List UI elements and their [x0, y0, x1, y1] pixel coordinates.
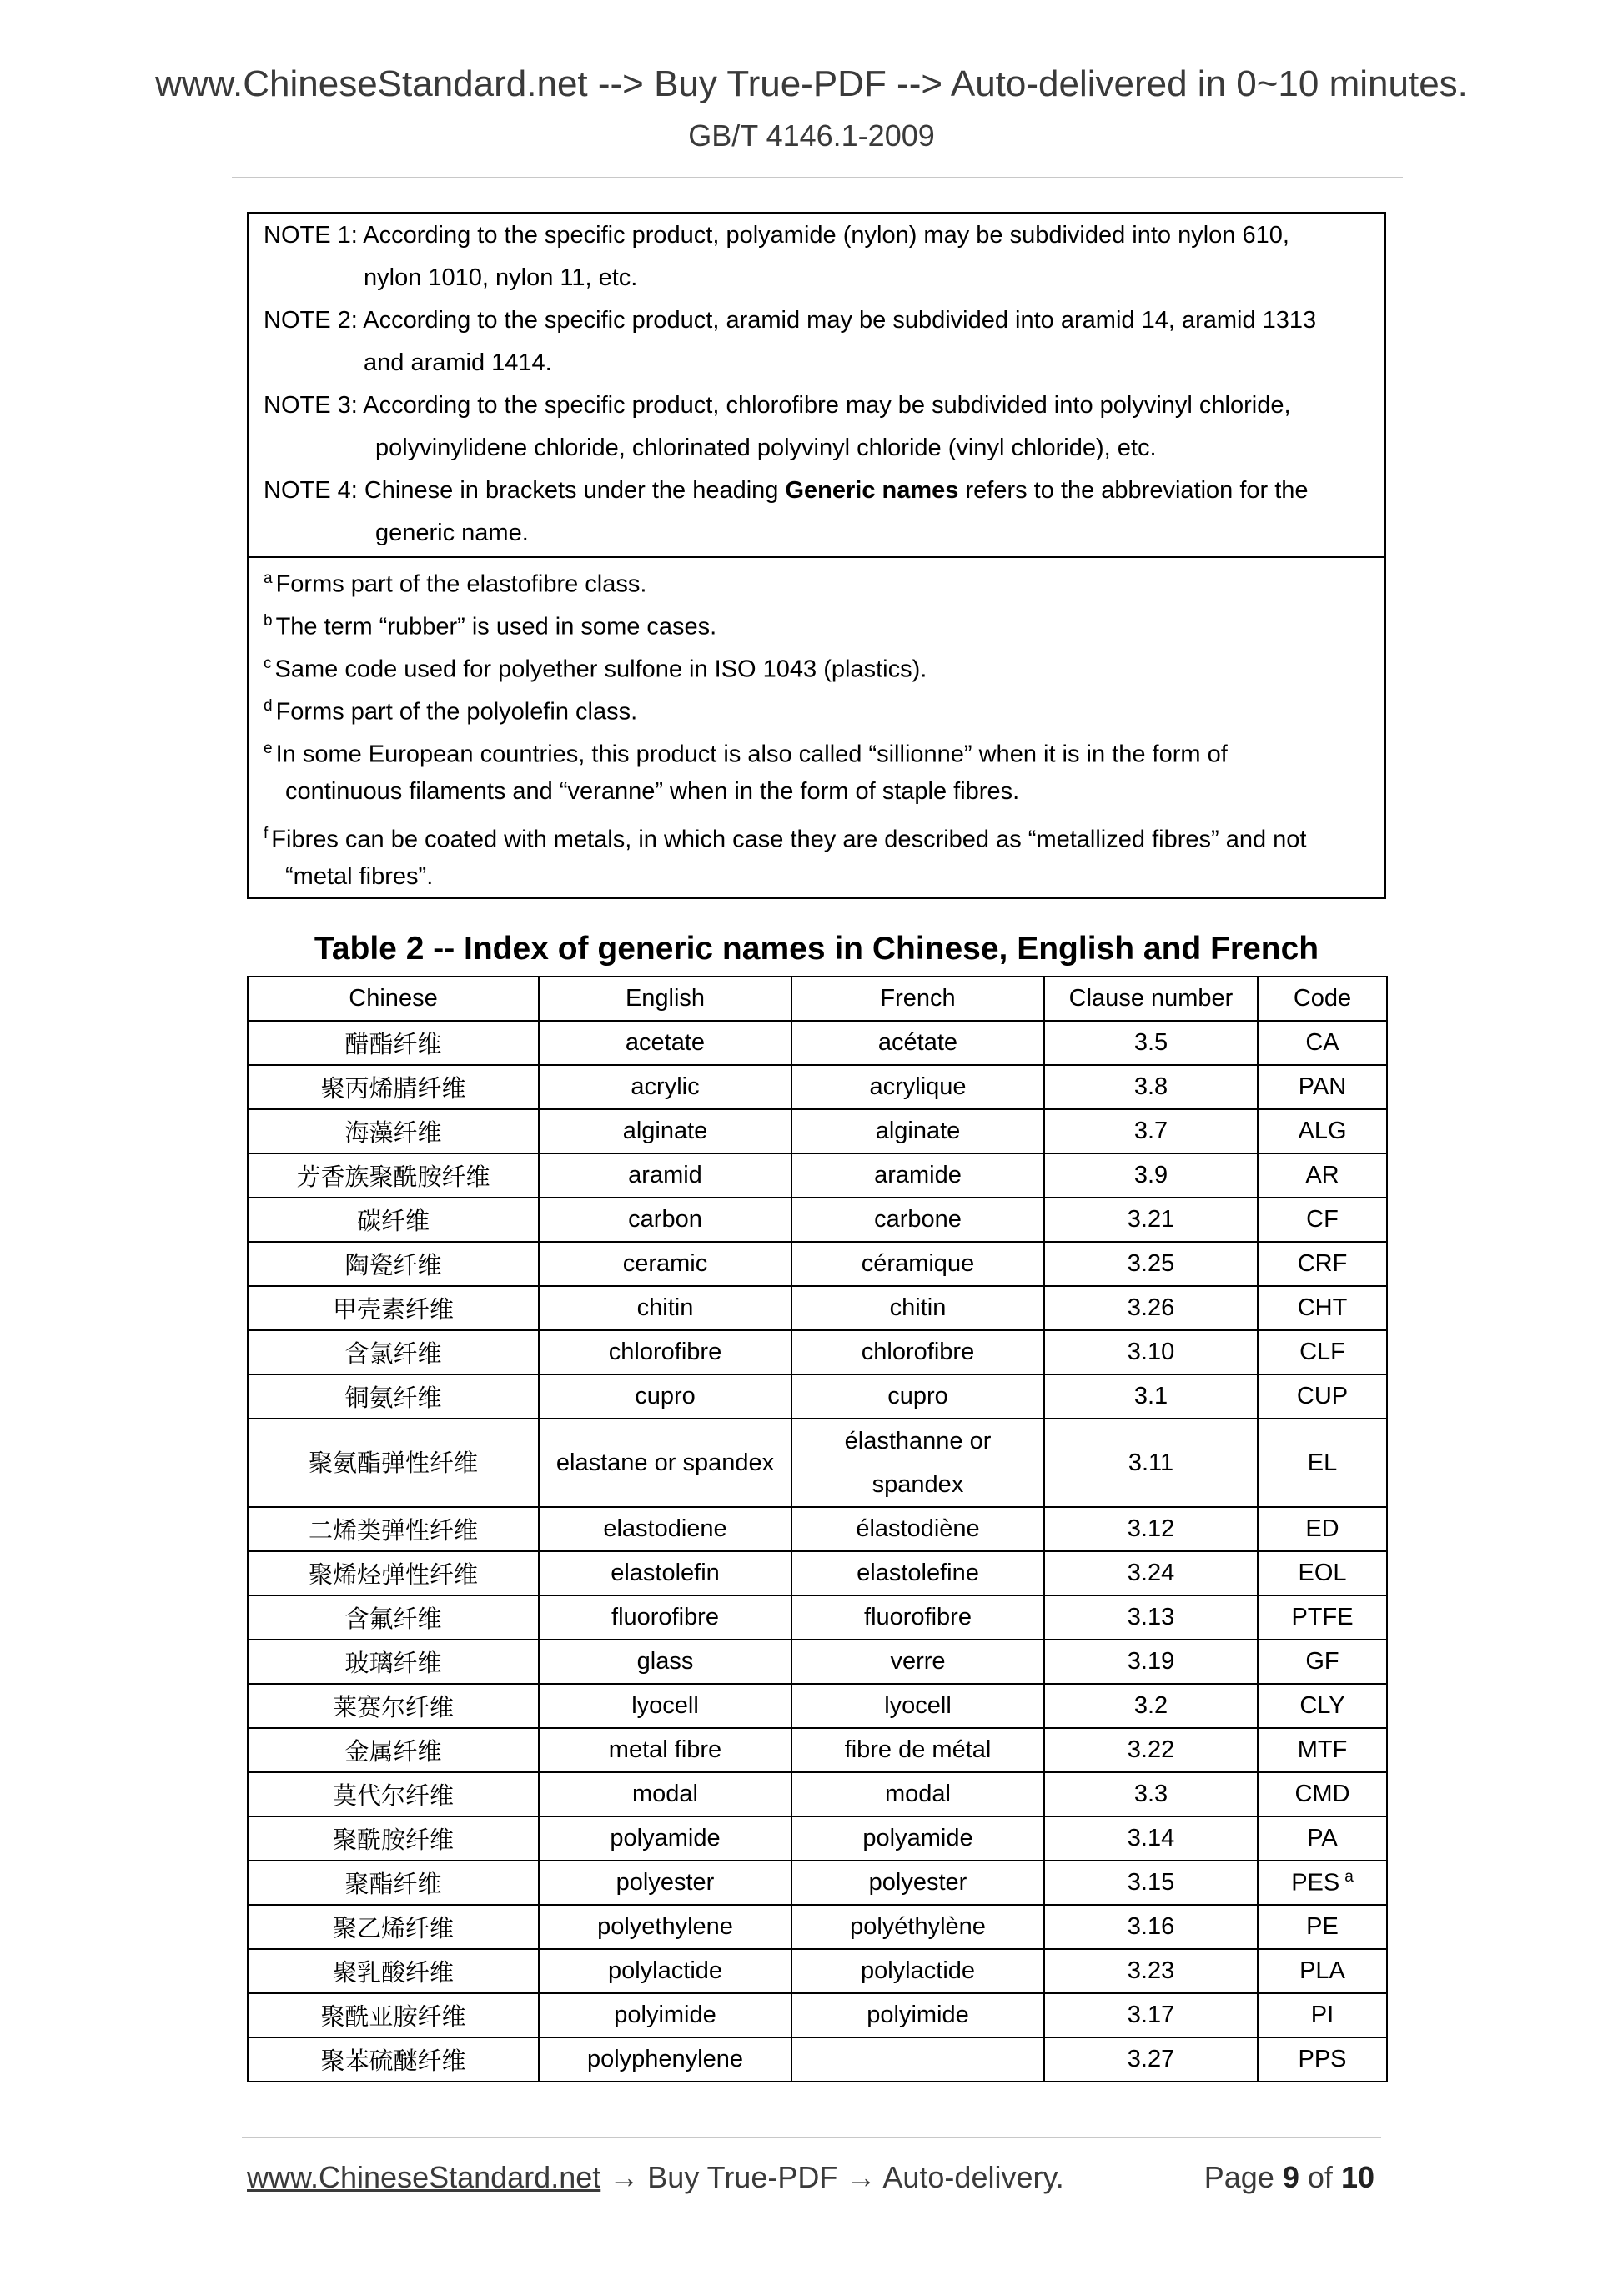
- cell-chinese: 碳纤维: [248, 1198, 539, 1242]
- cell-english: polyimide: [539, 1993, 791, 2037]
- cell-chinese: 聚酰亚胺纤维: [248, 1993, 539, 2037]
- cell-english: modal: [539, 1772, 791, 1816]
- footnote-c: [264, 642, 927, 691]
- cell-french: verre: [791, 1640, 1044, 1684]
- cell-clause: 3.9: [1044, 1153, 1258, 1198]
- cell-clause: 3.10: [1044, 1330, 1258, 1374]
- cell-english: polyamide: [539, 1816, 791, 1861]
- cell-clause: 3.2: [1044, 1684, 1258, 1728]
- cell-english: polylactide: [539, 1949, 791, 1993]
- cell-chinese: 聚乳酸纤维: [248, 1949, 539, 1993]
- cell-french: polyester: [791, 1861, 1044, 1905]
- table-row: [248, 1816, 1387, 1861]
- cell-english: metal fibre: [539, 1728, 791, 1772]
- footnote-e-mark: e: [264, 740, 273, 757]
- cell-code: PA: [1258, 1816, 1387, 1861]
- table-row: [248, 1595, 1387, 1640]
- table-row: [248, 1242, 1387, 1286]
- table-row: [248, 1330, 1387, 1374]
- cell-french: lyocell: [791, 1684, 1044, 1728]
- cell-code: AR: [1258, 1153, 1387, 1198]
- cell-french: élastodiène: [791, 1507, 1044, 1551]
- cell-english: acetate: [539, 1021, 791, 1065]
- cell-code: [1258, 1861, 1387, 1905]
- cell-chinese: 甲壳素纤维: [248, 1286, 539, 1330]
- note-4-text-pre: NOTE 4: Chinese in brackets under the heading: [264, 477, 786, 504]
- cell-french: alginate: [791, 1109, 1044, 1153]
- cell-clause: 3.23: [1044, 1949, 1258, 1993]
- cell-french: cupro: [791, 1374, 1044, 1419]
- table-row: [248, 1551, 1387, 1595]
- footnote-b: [264, 600, 716, 649]
- cell-chinese: 聚氨酯弹性纤维: [248, 1419, 539, 1507]
- cell-code-text: PES: [1291, 1869, 1340, 1897]
- cell-chinese: 聚酰胺纤维: [248, 1816, 539, 1861]
- note-4-line-1: [264, 469, 1309, 512]
- cell-clause: 3.21: [1044, 1198, 1258, 1242]
- cell-clause: 3.5: [1044, 1021, 1258, 1065]
- cell-code: ALG: [1258, 1109, 1387, 1153]
- cell-french-line-1: élasthanne or: [844, 1428, 992, 1454]
- cell-french: polyamide: [791, 1816, 1044, 1861]
- cell-code: MTF: [1258, 1728, 1387, 1772]
- cell-chinese: 聚烯烃弹性纤维: [248, 1551, 539, 1595]
- of-label: of: [1307, 2160, 1333, 2194]
- page-number: 9: [1282, 2160, 1299, 2194]
- note-4-line-2: generic name.: [375, 520, 529, 546]
- table-row: [248, 1198, 1387, 1242]
- cell-clause: 3.22: [1044, 1728, 1258, 1772]
- cell-french: carbone: [791, 1198, 1044, 1242]
- note-3-line-1: NOTE 3: According to the specific product, chlorofibre may be subdivided into polyvinyl chloride,: [264, 392, 1291, 419]
- page-indicator: [1204, 2160, 1374, 2195]
- cell-clause: 3.24: [1044, 1551, 1258, 1595]
- footer-site-link[interactable]: www.ChineseStandard.net: [247, 2160, 601, 2194]
- cell-chinese: 二烯类弹性纤维: [248, 1507, 539, 1551]
- cell-french: céramique: [791, 1242, 1044, 1286]
- footnote-c-mark: c: [264, 655, 272, 672]
- footnote-e: [264, 727, 1228, 776]
- cell-clause: 3.3: [1044, 1772, 1258, 1816]
- table-title: Table 2 -- Index of generic names in Chinese, English and French: [314, 931, 1319, 967]
- cell-french: [791, 1419, 1044, 1507]
- cell-chinese: 含氯纤维: [248, 1330, 539, 1374]
- cell-english: chitin: [539, 1286, 791, 1330]
- cell-chinese: 玻璃纤维: [248, 1640, 539, 1684]
- note-4-bold-term: Generic names: [785, 477, 959, 504]
- footnote-c-text: Same code used for polyether sulfone in ISO 1043 (plastics).: [274, 656, 927, 683]
- header-chinese: Chinese: [248, 977, 539, 1021]
- cell-chinese: 莫代尔纤维: [248, 1772, 539, 1816]
- document-id: GB/T 4146.1-2009: [688, 118, 935, 153]
- cell-clause: 3.27: [1044, 2037, 1258, 2082]
- cell-french: fibre de métal: [791, 1728, 1044, 1772]
- cell-code: PI: [1258, 1993, 1387, 2037]
- table-row: [248, 1286, 1387, 1330]
- cell-chinese: 含氟纤维: [248, 1595, 539, 1640]
- footnote-d-text: Forms part of the polyolefin class.: [275, 698, 638, 726]
- cell-english: aramid: [539, 1153, 791, 1198]
- table-row: [248, 1728, 1387, 1772]
- note-1-line-1: NOTE 1: According to the specific product, polyamide (nylon) may be subdivided into nylon 610,: [264, 222, 1289, 249]
- cell-clause: 3.16: [1044, 1905, 1258, 1949]
- note-2-line-1: NOTE 2: According to the specific product, aramid may be subdivided into aramid 14, aramid 1313: [264, 307, 1317, 334]
- cell-clause: 3.8: [1044, 1065, 1258, 1109]
- cell-clause: 3.15: [1044, 1861, 1258, 1905]
- cell-code: CA: [1258, 1021, 1387, 1065]
- footnote-d: [264, 685, 637, 734]
- cell-chinese: 陶瓷纤维: [248, 1242, 539, 1286]
- header-code: Code: [1258, 977, 1387, 1021]
- notes-section: [249, 214, 1384, 558]
- page-label: Page: [1203, 2160, 1274, 2194]
- cell-english: cupro: [539, 1374, 791, 1419]
- cell-code: CMD: [1258, 1772, 1387, 1816]
- cell-french: modal: [791, 1772, 1044, 1816]
- cell-english: chlorofibre: [539, 1330, 791, 1374]
- cell-english: elastane or spandex: [539, 1419, 791, 1507]
- cell-french: acrylique: [791, 1065, 1044, 1109]
- footnote-e-text: In some European countries, this product is also called “sillionne” when it is in the form of: [275, 741, 1228, 768]
- cell-french: elastolefine: [791, 1551, 1044, 1595]
- cell-code: CF: [1258, 1198, 1387, 1242]
- cell-french: chitin: [791, 1286, 1044, 1330]
- cell-code: PTFE: [1258, 1595, 1387, 1640]
- cell-chinese: 金属纤维: [248, 1728, 539, 1772]
- cell-chinese: 醋酯纤维: [248, 1021, 539, 1065]
- cell-clause: 3.11: [1044, 1419, 1258, 1507]
- cell-english: elastodiene: [539, 1507, 791, 1551]
- footer-promo: [247, 2160, 1064, 2195]
- generic-names-table: [247, 976, 1388, 2082]
- cell-french: acétate: [791, 1021, 1044, 1065]
- cell-clause: 3.1: [1044, 1374, 1258, 1419]
- cell-english: polyester: [539, 1861, 791, 1905]
- cell-code: PLA: [1258, 1949, 1387, 1993]
- cell-english: ceramic: [539, 1242, 791, 1286]
- cell-chinese: 铜氨纤维: [248, 1374, 539, 1419]
- footnote-d-mark: d: [264, 697, 273, 715]
- table-row: [248, 1419, 1387, 1507]
- cell-french-line-2: spandex: [872, 1471, 964, 1498]
- header-english: English: [539, 977, 791, 1021]
- table-row: [248, 1772, 1387, 1816]
- cell-french: aramide: [791, 1153, 1044, 1198]
- footnote-a: [264, 557, 646, 606]
- table-row: [248, 1861, 1387, 1905]
- arrow-right-icon: →: [609, 2160, 640, 2194]
- cell-chinese: 芳香族聚酰胺纤维: [248, 1153, 539, 1198]
- table-row: [248, 1109, 1387, 1153]
- cell-code: CLF: [1258, 1330, 1387, 1374]
- cell-code: PPS: [1258, 2037, 1387, 2082]
- note-1-line-2: nylon 1010, nylon 11, etc.: [364, 264, 638, 291]
- cell-code: CRF: [1258, 1242, 1387, 1286]
- header-clause-number: Clause number: [1044, 977, 1258, 1021]
- footer-auto-text: Auto-delivery.: [882, 2160, 1064, 2194]
- cell-code: PAN: [1258, 1065, 1387, 1109]
- cell-clause: 3.12: [1044, 1507, 1258, 1551]
- cell-code: PE: [1258, 1905, 1387, 1949]
- note-3-line-2: polyvinylidene chloride, chlorinated polyvinyl chloride (vinyl chloride), etc.: [375, 435, 1157, 461]
- cell-chinese: 海藻纤维: [248, 1109, 539, 1153]
- cell-clause: 3.7: [1044, 1109, 1258, 1153]
- cell-french: chlorofibre: [791, 1330, 1044, 1374]
- cell-code: CUP: [1258, 1374, 1387, 1419]
- header-french: French: [791, 977, 1044, 1021]
- cell-clause: 3.19: [1044, 1640, 1258, 1684]
- cell-chinese: 聚乙烯纤维: [248, 1905, 539, 1949]
- footnote-b-text: The term “rubber” is used in some cases.: [275, 613, 717, 641]
- footnote-f-text: Fibres can be coated with metals, in which case they are described as “metallized fibres” and not: [271, 826, 1307, 853]
- cell-chinese: 聚酯纤维: [248, 1861, 539, 1905]
- table-row: [248, 1065, 1387, 1109]
- cell-english: elastolefin: [539, 1551, 791, 1595]
- table-row: [248, 1153, 1387, 1198]
- cell-french: polylactide: [791, 1949, 1044, 1993]
- cell-code: CLY: [1258, 1684, 1387, 1728]
- cell-english: lyocell: [539, 1684, 791, 1728]
- table-header-row: [248, 977, 1387, 1021]
- cell-clause: 3.26: [1044, 1286, 1258, 1330]
- cell-french: [791, 2037, 1044, 2082]
- footnote-b-mark: b: [264, 612, 273, 630]
- footnote-e-line-2: continuous filaments and “veranne” when in the form of staple fibres.: [285, 778, 1020, 805]
- table-row: [248, 2037, 1387, 2082]
- cell-french: polyimide: [791, 1993, 1044, 2037]
- header-divider: [232, 177, 1403, 178]
- cell-clause: 3.25: [1044, 1242, 1258, 1286]
- cell-code: GF: [1258, 1640, 1387, 1684]
- cell-clause: 3.14: [1044, 1816, 1258, 1861]
- footer-buy-text: Buy True-PDF: [647, 2160, 838, 2194]
- table-row: [248, 1949, 1387, 1993]
- cell-code: EL: [1258, 1419, 1387, 1507]
- notes-box: [247, 212, 1386, 899]
- footer-divider: [242, 2137, 1381, 2138]
- cell-code: EOL: [1258, 1551, 1387, 1595]
- table-row: [248, 1507, 1387, 1551]
- code-footnote-mark: a: [1344, 1868, 1354, 1887]
- page-total: 10: [1340, 2160, 1374, 2194]
- table-row: [248, 1993, 1387, 2037]
- footnote-f: [264, 812, 1306, 862]
- table-row: [248, 1640, 1387, 1684]
- note-2-line-2: and aramid 1414.: [364, 349, 552, 376]
- cell-english: carbon: [539, 1198, 791, 1242]
- cell-english: fluorofibre: [539, 1595, 791, 1640]
- table-row: [248, 1684, 1387, 1728]
- cell-clause: 3.13: [1044, 1595, 1258, 1640]
- cell-french: fluorofibre: [791, 1595, 1044, 1640]
- cell-chinese: 聚苯硫醚纤维: [248, 2037, 539, 2082]
- footnote-a-text: Forms part of the elastofibre class.: [275, 570, 647, 598]
- header-banner: www.ChineseStandard.net --> Buy True-PDF --> Auto-delivered in 0~10 minutes.: [155, 63, 1468, 104]
- cell-chinese: 聚丙烯腈纤维: [248, 1065, 539, 1109]
- footnote-f-line-2: “metal fibres”.: [285, 863, 434, 890]
- table-row: [248, 1021, 1387, 1065]
- cell-code: CHT: [1258, 1286, 1387, 1330]
- cell-french: polyéthylène: [791, 1905, 1044, 1949]
- cell-english: polyphenylene: [539, 2037, 791, 2082]
- table-row: [248, 1374, 1387, 1419]
- table-row: [248, 1905, 1387, 1949]
- cell-english: acrylic: [539, 1065, 791, 1109]
- cell-english: polyethylene: [539, 1905, 791, 1949]
- cell-english: alginate: [539, 1109, 791, 1153]
- arrow-right-icon: →: [846, 2160, 877, 2194]
- note-4-text-post: refers to the abbreviation for the: [958, 477, 1309, 504]
- cell-chinese: 莱赛尔纤维: [248, 1684, 539, 1728]
- footnote-a-mark: a: [264, 570, 273, 587]
- cell-english: glass: [539, 1640, 791, 1684]
- cell-clause: 3.17: [1044, 1993, 1258, 2037]
- cell-code: ED: [1258, 1507, 1387, 1551]
- footnote-f-mark: f: [264, 825, 269, 842]
